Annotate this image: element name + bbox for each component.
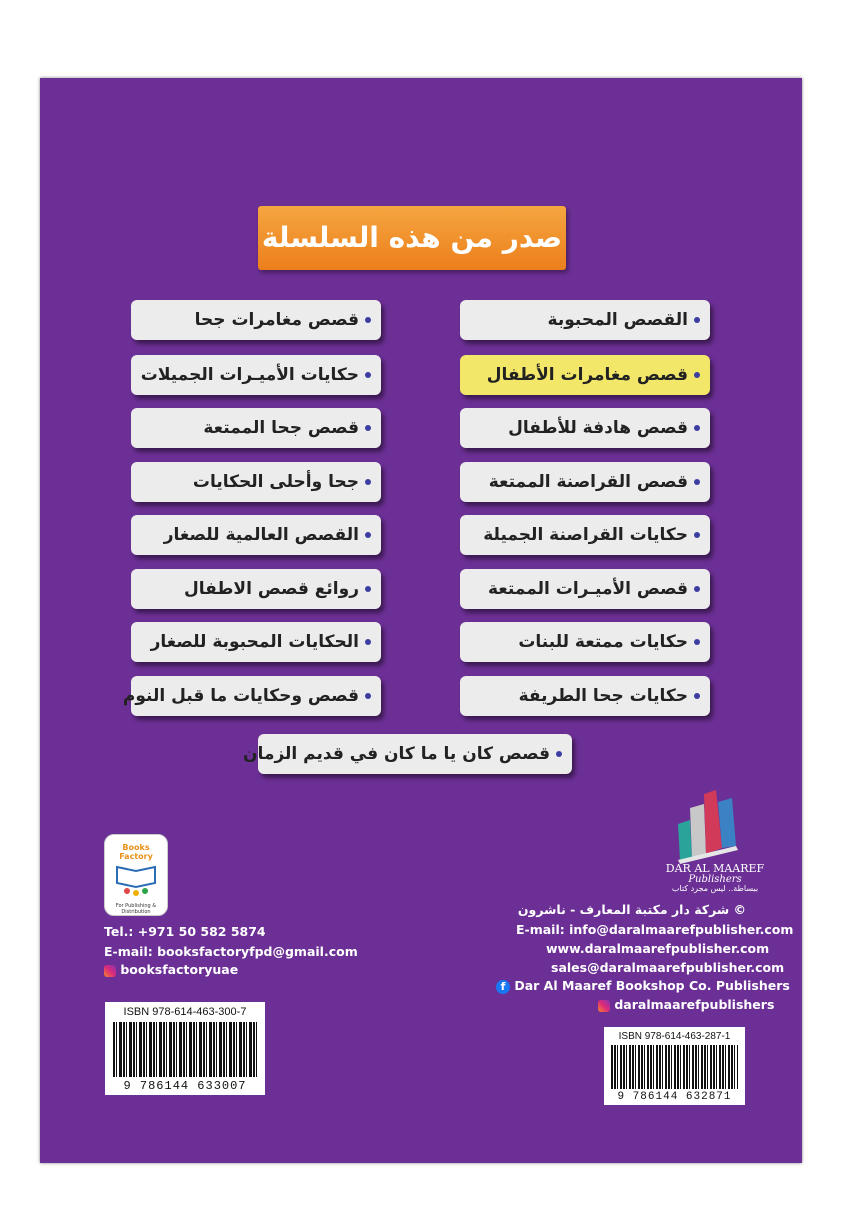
title-item: حكايات الأميـرات الجميلات <box>131 355 381 395</box>
bullet-icon <box>365 586 371 592</box>
publisher-tagline: ببساطة.. ليس مجرد كتاب <box>671 884 759 893</box>
isbn-text: ISBN 978-614-463-300-7 <box>123 1006 247 1018</box>
barcode-bars <box>611 1045 738 1089</box>
publisher-name: DAR AL MAAREF <box>665 862 765 875</box>
title-item-highlighted: قصص مغامرات الأطفال <box>460 355 710 395</box>
title-item: القصص العالمية للصغار <box>131 515 381 555</box>
books-factory-instagram: booksfactoryuae <box>104 962 238 977</box>
publisher-sales-email: sales@daralmaarefpublisher.com <box>551 960 785 975</box>
publisher-copyright: © شركة دار مكتبة المعارف - ناشرون <box>517 902 746 917</box>
title-item: قصص وحكايات ما قبل النوم <box>131 676 381 716</box>
bullet-icon <box>694 317 700 323</box>
title-item: روائع قصص الاطفال <box>131 569 381 609</box>
title-item: حكايات جحا الطريفة <box>460 676 710 716</box>
title-item: حكايات ممتعة للبنات <box>460 622 710 662</box>
bullet-icon <box>365 693 371 699</box>
books-factory-logo: Books Factory For Publishing & Distribution <box>104 834 168 916</box>
facebook-icon: f <box>496 980 510 994</box>
title-item: قصص القراصنة الممتعة <box>460 462 710 502</box>
bullet-icon <box>694 532 700 538</box>
title-item: القصص المحبوبة <box>460 300 710 340</box>
title-item: قصص هادفة للأطفال <box>460 408 710 448</box>
instagram-icon <box>104 965 116 977</box>
publisher-facebook: f Dar Al Maaref Bookshop Co. Publishers <box>496 978 790 994</box>
barcode-bars <box>113 1022 257 1077</box>
publisher-email: E-mail: info@daralmaarefpublisher.com <box>516 922 794 937</box>
bullet-icon <box>556 751 562 757</box>
publisher-sub: Publishers <box>688 874 742 885</box>
publisher-website: www.daralmaarefpublisher.com <box>546 941 770 956</box>
bullet-icon <box>694 372 700 378</box>
bullet-icon <box>365 372 371 378</box>
book-reader-icon <box>105 861 167 899</box>
barcode-digits: 9 786144 632871 <box>617 1091 732 1103</box>
title-item: الحكايات المحبوبة للصغار <box>131 622 381 662</box>
bullet-icon <box>365 639 371 645</box>
bullet-icon <box>365 317 371 323</box>
title-item: حكايات القراصنة الجميلة <box>460 515 710 555</box>
bullet-icon <box>365 532 371 538</box>
series-banner: صدر من هذه السلسلة <box>258 206 566 270</box>
books-factory-tel: Tel.: +971 50 582 5874 <box>104 924 266 939</box>
bullet-icon <box>694 425 700 431</box>
bullet-icon <box>694 479 700 485</box>
bullet-icon <box>694 639 700 645</box>
barcode-digits: 9 786144 633007 <box>123 1079 247 1093</box>
title-item: قصص كان يا ما كان في قديم الزمان <box>258 734 572 774</box>
title-item: قصص مغامرات جحا <box>131 300 381 340</box>
title-item: قصص الأميـرات الممتعة <box>460 569 710 609</box>
instagram-icon <box>598 1000 610 1012</box>
barcode-publisher <box>604 1027 745 1105</box>
bullet-icon <box>694 693 700 699</box>
barcode-books-factory <box>105 1002 265 1095</box>
bullet-icon <box>365 479 371 485</box>
books-factory-email: E-mail: booksfactoryfpd@gmail.com <box>104 944 358 959</box>
isbn-text: ISBN 978-614-463-287-1 <box>618 1031 731 1042</box>
title-item: قصص جحا الممتعة <box>131 408 381 448</box>
bullet-icon <box>365 425 371 431</box>
publisher-instagram: daralmaarefpublishers <box>598 997 774 1012</box>
title-item: جحا وأحلى الحكايات <box>131 462 381 502</box>
bullet-icon <box>694 586 700 592</box>
